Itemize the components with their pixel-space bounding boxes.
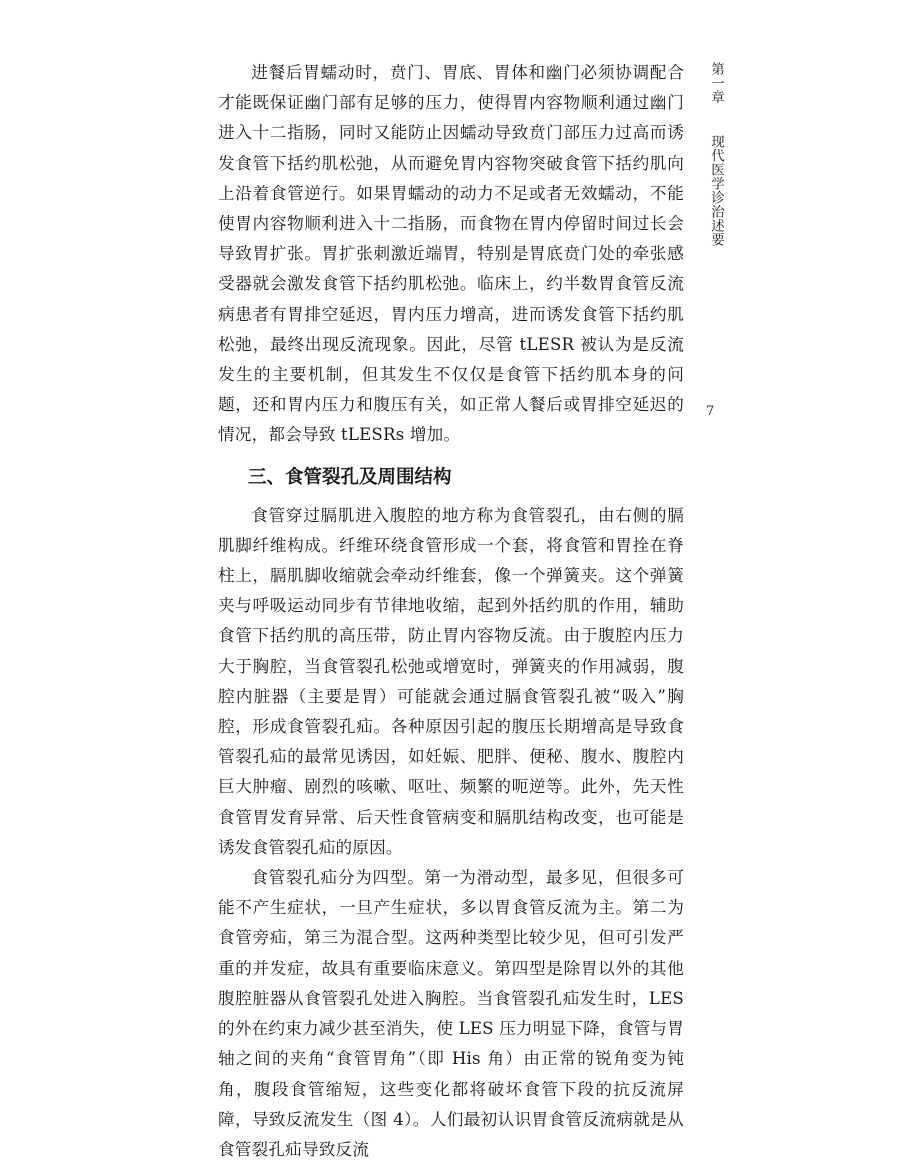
running-head xyxy=(704,62,724,247)
running-head-chapter: 第一章 xyxy=(708,62,724,104)
paragraph-gastric-motility: 进餐后胃蠕动时，贲门、胃底、胃体和幽门必须协调配合才能既保证幽门部有足够的压力，使得胃内容物顺利通过幽门进入十二指肠，同时又能防止因蠕动导致贲门部压力过高而诱发食管下括约肌松弛，从而避免胃内容物突破食管下括约肌向上沿着食管逆行。如果胃蠕动的动力不足或者无效蠕动，不能使胃内容物顺利进入十二指肠，而食物在胃内停留时间过长会导致胃扩张。胃扩张刺激近端胃，特别是胃底贲门处的牵张感受器就会激发食管下括约肌松弛。临床上，约半数胃食管反流病患者有胃排空延迟，胃内压力增高，进而诱发食管下括约肌松弛，最终出现反流现象。因此，尽管 tLESR 被认为是反流发生的主要机制，但其发生不仅仅是食管下括约肌本身的问题，还和胃内压力和腹压有关，如正常人餐后或胃排空延迟的情况，都会导致 tLESRs 增加。 xyxy=(218,63,684,445)
section-heading: 三、食管裂孔及周围结构 xyxy=(248,466,452,488)
running-head-title: 现代医学诊治述要 xyxy=(708,134,724,247)
page-number: 7 xyxy=(706,404,715,419)
body-text-column xyxy=(218,58,684,1165)
paragraph-hiatus-structure: 食管穿过膈肌进入腹腔的地方称为食管裂孔，由右侧的膈肌脚纤维构成。纤维环绕食管形成一个套，将食管和胃拴在脊柱上，膈肌脚收缩就会牵动纤维套，像一个弹簧夹。这个弹簧夹与呼吸运动同步有节律地收缩，起到外括约肌的作用，辅助食管下括约肌的高压带，防止胃内容物反流。由于腹腔内压力大于胸腔，当食管裂孔松弛或增宽时，弹簧夹的作用减弱，腹腔内脏器（主要是胃）可能就会通过膈食管裂孔被“吸入”胸腔，形成食管裂孔疝。各种原因引起的腹压长期增高是导致食管裂孔疝的最常见诱因，如妊娠、肥胖、便秘、腹水、腹腔内巨大肿瘤、剧烈的咳嗽、呕吐、频繁的呃逆等。此外，先天性食管胃发育异常、后天性食管病变和膈肌结构改变，也可能是诱发食管裂孔疝的原因。 xyxy=(218,505,684,857)
paragraph-hernia-types: 食管裂孔疝分为四型。第一为滑动型，最多见，但很多可能不产生症状，一旦产生症状，多以胃食管反流为主。第二为食管旁疝，第三为混合型。这两种类型比较少见，但可引发严重的并发症，故具有重要临床意义。第四型是除胃以外的其他腹腔脏器从食管裂孔处进入胸腔。当食管裂孔疝发生时，LES 的外在约束力减少甚至消失，使 LES 压力明显下降，食管与胃轴之间的夹角“食管胃角”（即 His 角）由正常的锐角变为钝角，腹段食管缩短，这些变化都将破坏食管下段的抗反流屏障，导致反流发生（图 4）。人们最初认识胃食管反流病就是从食管裂孔疝导致反流 xyxy=(218,868,684,1159)
